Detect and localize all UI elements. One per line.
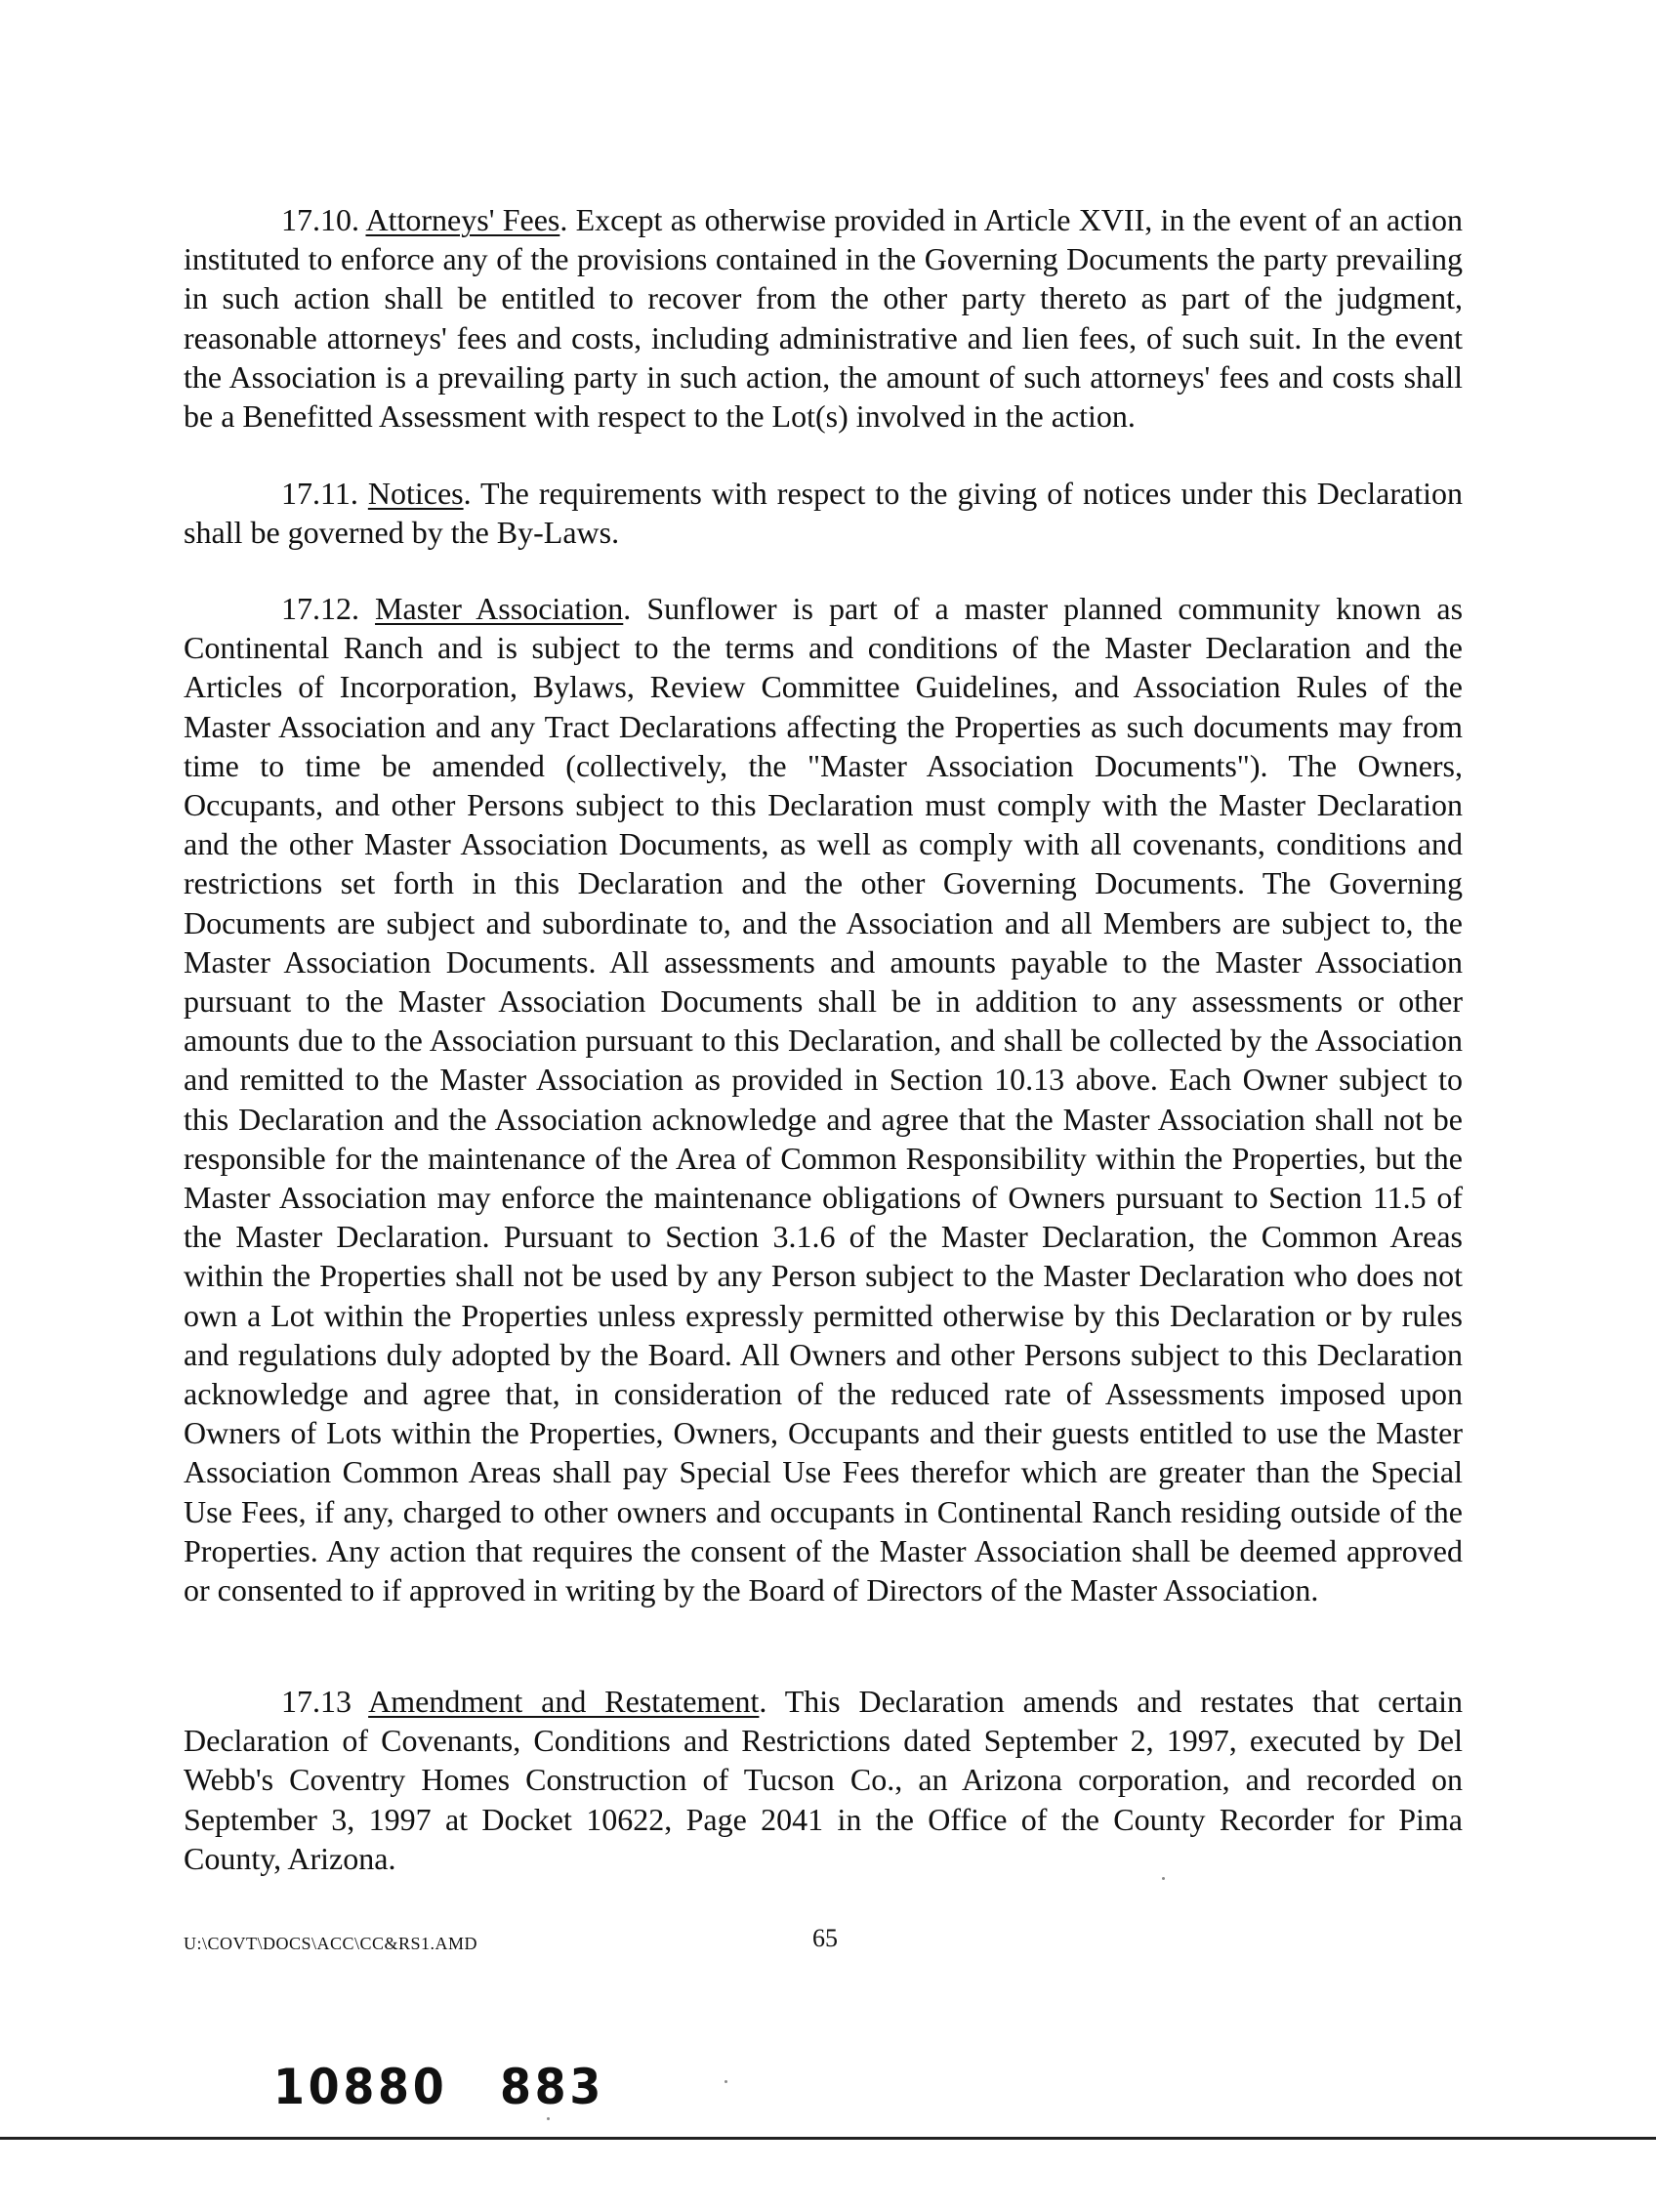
bottom-scan-rule — [0, 2137, 1656, 2140]
section-heading: Notices — [367, 476, 464, 511]
scan-speck — [1162, 1877, 1165, 1880]
recording-docket-number: 10880 — [273, 2059, 448, 2115]
section-heading: Master Association — [375, 591, 624, 626]
section-17-10 — [184, 200, 1463, 436]
footer-file-path: U:\COVT\DOCS\ACC\CC&RS1.AMD — [184, 1934, 478, 1953]
section-body: . This Declaration amends and restates that certain Declaration of Covenants, Conditions and Restrictions dated September 2, 1997, executed by Del Webb's Coventry Homes Construction of Tucson Co., an Arizona corporation, and recorded on September 3, 1997 at Docket 10622, Page 2041 in the Office of the County Recorder for Pima County, Arizona. — [184, 1684, 1464, 1876]
section-heading: Amendment and Restatement — [368, 1684, 760, 1719]
section-heading: Attorneys' Fees — [365, 202, 560, 237]
scan-speck — [724, 2080, 727, 2083]
section-17-13 — [184, 1682, 1463, 1878]
section-17-11 — [184, 474, 1463, 552]
section-body: . Except as otherwise provided in Article XVII, in the event of an action instituted to enforce any of the provisions contained in the Governing Documents the party prevailing in such action shall be entitled to recover from the other party thereto as part of the judgment, reasonable attorneys' fees and costs, including administrative and lien fees, of such suit. In the event the Association is a prevailing party in such action, the amount of such attorneys' fees and costs shall be a Benefitted Assessment with respect to the Lot(s) involved in the action. — [184, 202, 1464, 435]
footer-page-number: 65 — [812, 1924, 838, 1952]
section-number: 17.11. — [281, 476, 358, 511]
section-body: . Sunflower is part of a master planned community known as Continental Ranch and is subject to the terms and conditions of the Master Declaration and the Articles of Incorporation, Bylaws, Review Committee Guidelines, and Association Rules of the Master Association and any Tract Declarations affecting the Properties as such documents may from time to time be amended (collectively, the "Master Association Documents"). The Owners, Occupants, and other Persons subject to this Declaration must comply with the Master Declaration and the other Master Association Documents, as well as comply with all covenants, conditions and restrictions set forth in this Declaration and the other Governing Documents. The Governing Documents are subject and subordinate to, and the Association and all Members are subject to, the Master Association Documents. All assessments and amounts payable to the Master Association pursuant to the Master Association Documents shall be in addition to any assessments or other amounts due to the Association pursuant to this Declaration, and shall be collected by the Association and remitted to the Master Association as provided in Section 10.13 above. Each Owner subject to this Declaration and the Association acknowledge and agree that the Master Association shall not be responsible for the maintenance of the Area of Common Responsibility within the Properties, but the Master Association may enforce the maintenance obligations of Owners pursuant to Section 11.5 of the Master Declaration. Pursuant to Section 3.1.6 of the Master Declaration, the Common Areas within the Properties shall not be used by any Person subject to the Master Declaration who does not own a Lot within the Properties unless expressly permitted otherwise by this Declaration or by rules and regulations duly adopted by the Board. All Owners and other Persons subject to this Declaration acknowledge and agree that, in consideration of the reduced rate of Assessments imposed upon Owners of Lots within the Properties, Owners, Occupants and their guests entitled to use the Master Association Common Areas shall pay Special Use Fees therefor which are greater than the Special Use Fees, if any, charged to other owners and occupants in Continental Ranch residing outside of the Properties. Any action that requires the consent of the Master Association shall be deemed approved or consented to if approved in writing by the Board of Directors of the Master Association. — [184, 591, 1464, 1608]
section-number: 17.10. — [281, 202, 359, 237]
section-17-12 — [184, 589, 1463, 1609]
section-body: . The requirements with respect to the giving of notices under this Declaration shall be governed by the By-Laws. — [184, 476, 1464, 551]
section-number: 17.13 — [281, 1684, 352, 1719]
scan-speck — [547, 2117, 550, 2120]
recording-page-number: 883 — [500, 2059, 605, 2115]
section-number: 17.12. — [281, 591, 359, 626]
